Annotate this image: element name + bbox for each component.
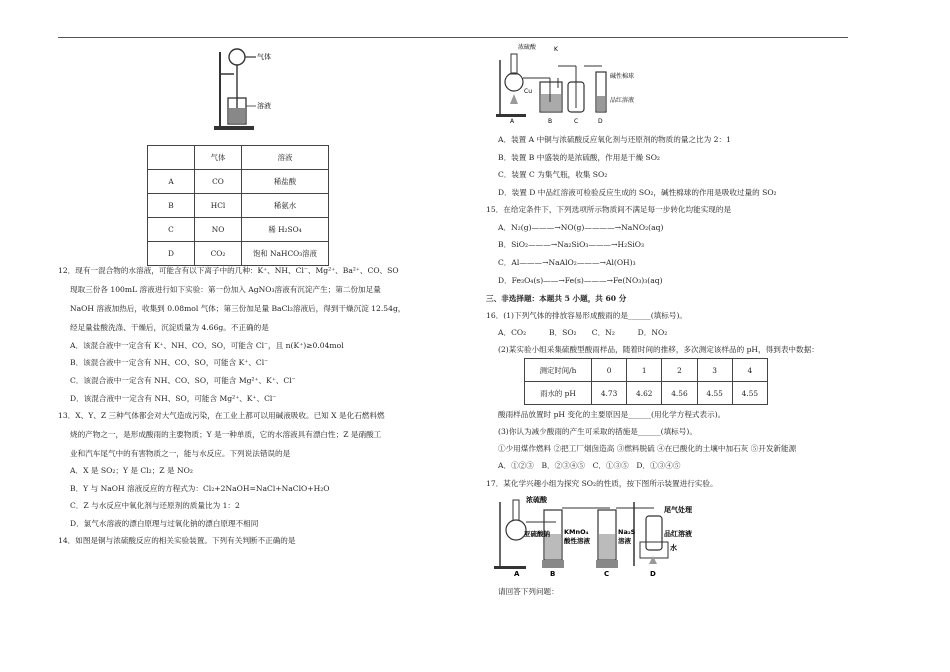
question17-prompt: 请回答下列问题： [498, 587, 559, 596]
fig3-label: 水 [670, 544, 677, 552]
question14-option-b: B．装置 B 中盛装的是浓硫酸，作用是干燥 SO₂ [498, 153, 660, 162]
copper-acid-apparatus-figure [496, 42, 656, 124]
question14-option-c: C．装置 C 为集气瓶，收集 SO₂ [498, 170, 608, 179]
question12-option-b: B．该混合液中一定含有 NH、CO、SO，可能含 K⁺、Cl⁻ [70, 358, 269, 367]
table-cell: 4.56 [662, 382, 697, 405]
table-cell: 稀氨水 [242, 194, 329, 218]
question12-option-d: D．该混合液中一定含有 NH、SO，可能含 Mg²⁺、K⁺、Cl⁻ [70, 394, 277, 403]
table-cell: 2 [662, 359, 697, 382]
header-rule [58, 37, 848, 38]
table-cell: 饱和 NaHCO₃溶液 [242, 242, 329, 266]
question16-stem: 16．(1)下列气体的排放容易形成酸雨的是______(填标号)。 [486, 311, 687, 320]
fig3-label: A [514, 570, 520, 578]
question12-stem: NaOH 溶液加热后，收集到 0.08mol 气体；第三份加足量 BaCl₂溶液后，得到干燥沉淀 12.54g， [70, 304, 406, 313]
fig3-label: 亚硫酸钠 [524, 530, 550, 538]
question14-stem: 14．如图是铜与浓硫酸反应的相关实验装置。下列有关判断不正确的是 [58, 536, 296, 545]
fig3-label: D [650, 570, 656, 578]
question12-option-c: C．该混合液中一定含有 NH、CO、SO，可能含 Mg²⁺、K⁺、Cl⁻ [70, 376, 296, 385]
fig2-label: 碱性棉球 [610, 73, 635, 80]
table-cell: 4.62 [627, 382, 662, 405]
question17-stem: 17．某化学兴趣小组为探究 SO₂的性质，按下图所示装置进行实验。 [486, 479, 718, 488]
question13-option-d: D．氯气水溶液的漂白原理与过氧化钠的漂白原理不相同 [70, 519, 259, 528]
table-cell: 稀 H₂SO₄ [242, 218, 329, 242]
table-cell: 3 [697, 359, 732, 382]
question13-stem: 业和汽车尾气中的有害物质之一，能与水反应。下列说法错误的是 [70, 449, 291, 458]
question14-option-d: D．装置 D 中品红溶液可检验反应生成的 SO₂，碱性棉球的作用是吸收过量的 SO₂ [498, 188, 777, 197]
fig3-label: Na₂S [618, 528, 636, 536]
fig3-label: 酸性溶液 [564, 537, 590, 545]
table-cell: HCl [195, 194, 242, 218]
fig2-label: B [548, 118, 553, 124]
fig2-label: 品红溶液 [610, 97, 635, 104]
table-cell: B [148, 194, 195, 218]
table-cell: 1 [627, 359, 662, 382]
gas-collection-figure [212, 44, 282, 134]
question15-option-d: D．Fe₃O₄(s)——→Fe(s)———→Fe(NO₃)₃(aq) [498, 276, 663, 285]
table-header-cell [148, 146, 195, 170]
table-cell: CO [195, 170, 242, 194]
table-cell: D [148, 242, 195, 266]
table-cell: C [148, 218, 195, 242]
question13-option-c: C．Z 与水反应中氧化剂与还原剂的质量比为 1：2 [70, 501, 240, 510]
table-cell: A [148, 170, 195, 194]
question14-option-a: A．装置 A 中铜与浓硫酸反应氧化剂与还原剂的物质的量之比为 2：1 [498, 135, 731, 144]
question16-part3: (3)你认为减少酸雨的产生可采取的措施是______(填标号)。 [498, 427, 697, 436]
fig3-label: 品红溶液 [664, 530, 692, 538]
table-cell: 0 [592, 359, 627, 382]
section-heading: 三、非选择题：本题共 5 小题，共 60 分 [486, 294, 627, 303]
question15-option-b: B．SiO₂———→Na₂SiO₃———→H₂SiO₃ [498, 240, 645, 249]
question16-part3-options: A．①②③ B．②③④⑤ C．①③⑤ D．①③④⑤ [498, 461, 681, 470]
fig3-label: 尾气处理 [664, 506, 692, 514]
fig3-label: C [604, 570, 610, 578]
question13-stem: 13．X、Y、Z 三种气体都会对大气造成污染，在工业上都可以用碱液吸收。已知 X 是化石燃料燃 [58, 411, 385, 420]
question12-stem: 现取三份各 100mL 溶液进行如下实验：第一份加入 AgNO₃溶液有沉淀产生；第二份加足量 [70, 285, 381, 294]
fig1-label-solution: 溶液 [257, 102, 271, 110]
question13-stem: 烧的产物之一，是形成酸雨的主要物质；Y 是一种单质，它的水溶液具有漂白性；Z 是硝酸工 [70, 430, 382, 439]
so2-apparatus-figure [494, 494, 704, 578]
table-header-cell: 溶液 [242, 146, 329, 170]
ph-table [524, 358, 768, 405]
table-cell: 4.55 [732, 382, 767, 405]
fig3-label: 溶液 [618, 537, 631, 545]
fig2-label: C [574, 118, 579, 124]
table-cell: 4.73 [592, 382, 627, 405]
question16-measures: ①少用煤作燃料 ②把工厂烟囱造高 ③燃料脱硫 ④在已酸化的土壤中加石灰 ⑤开发新能源 [498, 444, 797, 453]
question12-stem: 经足量盐酸洗涤、干燥后，沉淀质量为 4.66g。不正确的是 [70, 323, 269, 332]
table-cell: 稀盐酸 [242, 170, 329, 194]
table-cell: 测定时间/h [525, 359, 592, 382]
question15-stem: 15．在给定条件下，下列选项所示物质间不满足每一步转化均能实现的是 [486, 205, 732, 214]
table-cell: CO₂ [195, 242, 242, 266]
fig2-label: D [598, 118, 603, 124]
table-cell: 4 [732, 359, 767, 382]
question13-option-a: A．X 是 SO₂；Y 是 Cl₂；Z 是 NO₂ [70, 466, 193, 475]
question12-stem: 12．现有一混合物的水溶液，可能含有以下离子中的几种：K⁺、NH、Cl⁻、Mg²⁺、Ba²⁺、CO、SO [58, 266, 399, 275]
table-cell: 雨水的 pH [525, 382, 592, 405]
fig2-label: Cu [524, 88, 532, 95]
question15-option-c: C．Al———→NaAlO₂———→Al(OH)₃ [498, 258, 636, 267]
question13-option-b: B．Y 与 NaOH 溶液反应的方程式为：Cl₂+2NaOH=NaCl+NaClO+H₂O [70, 484, 330, 493]
question15-option-a: A．N₂(g)———→NO(g)————→NaNO₂(aq) [498, 223, 664, 232]
table-cell: 4.55 [697, 382, 732, 405]
fig3-label: 浓硫酸 [526, 496, 547, 504]
fig2-label: K [554, 46, 558, 53]
question11-table [147, 145, 329, 266]
fig2-label: 浓硫酸 [518, 44, 537, 51]
table-header-cell: 气体 [195, 146, 242, 170]
fig3-label: B [550, 570, 556, 578]
question12-option-a: A．该混合液中一定含有 K⁺、NH、CO、SO，可能含 Cl⁻，且 n(K⁺)≥0.04mol [70, 341, 344, 350]
question16-options: A．CO₂ B．SO₂ C．N₂ D．NO₂ [498, 328, 668, 337]
fig3-label: KMnO₄ [564, 528, 589, 536]
question16-line: 酸雨样品放置时 pH 变化的主要原因是______(用化学方程式表示)。 [498, 410, 726, 419]
question16-part2: (2)某实验小组采集硫酸型酸雨样品，随着时间的推移，多次测定该样品的 pH，得到表中数据： [498, 345, 819, 354]
table-cell: NO [195, 218, 242, 242]
fig1-label-gas: 气体 [257, 53, 271, 61]
fig2-label: A [510, 118, 515, 124]
